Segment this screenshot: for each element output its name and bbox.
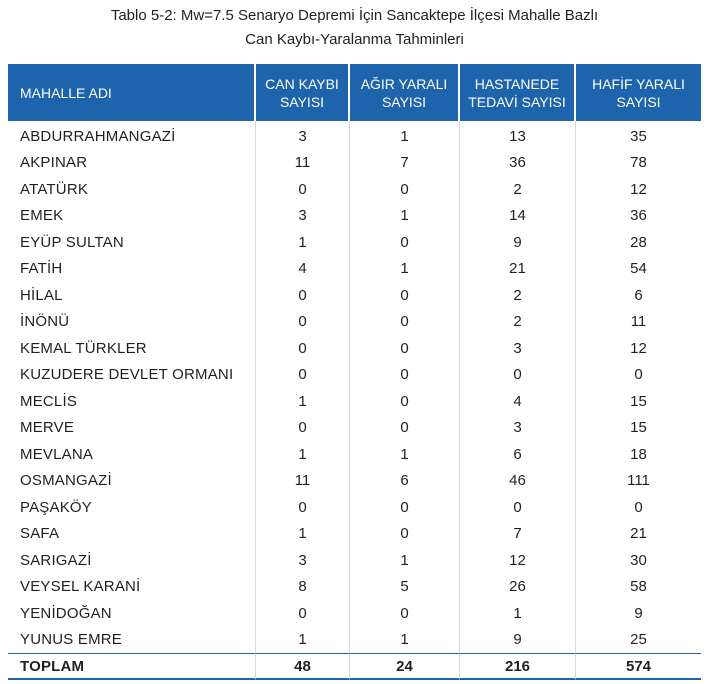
cell-hafif-yarali: 28 bbox=[630, 233, 647, 251]
cell-hafif-yarali: 25 bbox=[630, 631, 647, 649]
cell-hastanede-tedavi: 12 bbox=[460, 547, 576, 574]
cell-can-kaybi: 0 bbox=[256, 362, 350, 389]
table-row bbox=[8, 600, 701, 627]
cell-hafif-yarali: 6 bbox=[634, 286, 643, 304]
cell-mahalle-adi: KEMAL TÜRKLER bbox=[8, 335, 256, 362]
cell-hafif-yarali: 111 bbox=[627, 472, 650, 490]
cell-agir-yarali: 6 bbox=[350, 468, 460, 495]
cell-hafif-yarali: 18 bbox=[630, 445, 647, 463]
cell-hastanede-tedavi: 9 bbox=[460, 627, 576, 654]
total-can-kaybi: 48 bbox=[256, 653, 350, 680]
caption-line-2: Can Kaybı-Yaralanma Tahminleri bbox=[245, 31, 464, 48]
cell-agir-yarali: 0 bbox=[350, 362, 460, 389]
cell-can-kaybi: 11 bbox=[256, 150, 350, 177]
cell-mahalle-adi: MECLİS bbox=[8, 388, 256, 415]
table-header bbox=[8, 64, 701, 121]
total-label: TOPLAM bbox=[8, 653, 256, 680]
cell-hafif-yarali: 12 bbox=[630, 180, 647, 198]
cell-can-kaybi: 1 bbox=[256, 521, 350, 548]
table-row bbox=[8, 121, 701, 150]
cell-can-kaybi: 0 bbox=[256, 415, 350, 442]
table-row bbox=[8, 441, 701, 468]
cell-hastanede-tedavi: 21 bbox=[460, 256, 576, 283]
table-row bbox=[8, 282, 701, 309]
table-row bbox=[8, 521, 701, 548]
cell-hafif-yarali: 58 bbox=[630, 578, 647, 596]
table-row bbox=[8, 574, 701, 601]
table-row bbox=[8, 176, 701, 203]
cell-hafif-yarali: 21 bbox=[630, 525, 647, 543]
cell-mahalle-adi: MEVLANA bbox=[8, 441, 256, 468]
cell-mahalle-adi: KUZUDERE DEVLET ORMANI bbox=[8, 362, 256, 389]
cell-hastanede-tedavi: 7 bbox=[460, 521, 576, 548]
cell-mahalle-adi: OSMANGAZİ bbox=[8, 468, 256, 495]
cell-hastanede-tedavi: 4 bbox=[460, 388, 576, 415]
cell-hastanede-tedavi: 46 bbox=[460, 468, 576, 495]
cell-can-kaybi: 3 bbox=[256, 203, 350, 230]
cell-agir-yarali: 1 bbox=[350, 547, 460, 574]
cell-can-kaybi: 0 bbox=[256, 335, 350, 362]
cell-can-kaybi: 3 bbox=[256, 121, 350, 150]
cell-hastanede-tedavi: 9 bbox=[460, 229, 576, 256]
cell-hafif-yarali: 36 bbox=[630, 207, 647, 225]
cell-agir-yarali: 5 bbox=[350, 574, 460, 601]
table-row bbox=[8, 150, 701, 177]
table-caption bbox=[0, 0, 709, 52]
cell-mahalle-adi: YENİDOĞAN bbox=[8, 600, 256, 627]
cell-can-kaybi: 1 bbox=[256, 388, 350, 415]
cell-can-kaybi: 0 bbox=[256, 282, 350, 309]
cell-can-kaybi: 4 bbox=[256, 256, 350, 283]
cell-hastanede-tedavi: 3 bbox=[460, 335, 576, 362]
table-row bbox=[8, 494, 701, 521]
cell-hastanede-tedavi: 26 bbox=[460, 574, 576, 601]
cell-hafif-yarali: 11 bbox=[630, 313, 647, 331]
cell-hastanede-tedavi: 2 bbox=[460, 176, 576, 203]
cell-agir-yarali: 1 bbox=[350, 256, 460, 283]
cell-hastanede-tedavi: 14 bbox=[460, 203, 576, 230]
cell-hastanede-tedavi: 2 bbox=[460, 309, 576, 336]
cell-hafif-yarali: 15 bbox=[630, 419, 647, 437]
cell-hafif-yarali: 12 bbox=[630, 339, 647, 357]
caption-line-1: Tablo 5-2: Mw=7.5 Senaryo Depremi İçin Sancaktepe İlçesi Mahalle Bazlı bbox=[110, 7, 599, 24]
cell-hastanede-tedavi: 2 bbox=[460, 282, 576, 309]
header-mahalle-adi: MAHALLE ADI bbox=[8, 64, 256, 121]
cell-hafif-yarali: 9 bbox=[634, 604, 643, 622]
cell-agir-yarali: 7 bbox=[350, 150, 460, 177]
cell-mahalle-adi: AKPINAR bbox=[8, 150, 256, 177]
header-hastanede-tedavi: HASTANEDE TEDAVİ SAYISI bbox=[460, 64, 576, 121]
cell-mahalle-adi: MERVE bbox=[8, 415, 256, 442]
cell-agir-yarali: 0 bbox=[350, 494, 460, 521]
cell-can-kaybi: 1 bbox=[256, 627, 350, 654]
cell-can-kaybi: 0 bbox=[256, 309, 350, 336]
table-row bbox=[8, 388, 701, 415]
cell-mahalle-adi: PAŞAKÖY bbox=[8, 494, 256, 521]
header-can-kaybi: CAN KAYBI SAYISI bbox=[256, 64, 350, 121]
cell-mahalle-adi: ABDURRAHMANGAZİ bbox=[8, 121, 256, 150]
table-body bbox=[8, 121, 701, 680]
table-row bbox=[8, 229, 701, 256]
cell-can-kaybi: 11 bbox=[256, 468, 350, 495]
table-row bbox=[8, 362, 701, 389]
cell-hastanede-tedavi: 13 bbox=[460, 121, 576, 150]
cell-mahalle-adi: HİLAL bbox=[8, 282, 256, 309]
cell-can-kaybi: 0 bbox=[256, 494, 350, 521]
cell-hastanede-tedavi: 0 bbox=[460, 494, 576, 521]
cell-hastanede-tedavi: 36 bbox=[460, 150, 576, 177]
table-row bbox=[8, 415, 701, 442]
header-row bbox=[8, 64, 701, 121]
casualty-table bbox=[8, 64, 701, 680]
cell-hafif-yarali: 78 bbox=[630, 154, 647, 172]
cell-agir-yarali: 1 bbox=[350, 627, 460, 654]
cell-agir-yarali: 0 bbox=[350, 176, 460, 203]
cell-agir-yarali: 0 bbox=[350, 229, 460, 256]
cell-hastanede-tedavi: 0 bbox=[460, 362, 576, 389]
cell-can-kaybi: 1 bbox=[256, 441, 350, 468]
cell-hafif-yarali: 30 bbox=[630, 551, 647, 569]
cell-hafif-yarali: 15 bbox=[630, 392, 647, 410]
table-row bbox=[8, 256, 701, 283]
cell-mahalle-adi: SAFA bbox=[8, 521, 256, 548]
cell-hafif-yarali: 54 bbox=[630, 260, 647, 278]
cell-hastanede-tedavi: 1 bbox=[460, 600, 576, 627]
cell-can-kaybi: 0 bbox=[256, 600, 350, 627]
cell-mahalle-adi: EMEK bbox=[8, 203, 256, 230]
cell-agir-yarali: 0 bbox=[350, 600, 460, 627]
cell-can-kaybi: 1 bbox=[256, 229, 350, 256]
cell-hafif-yarali: 35 bbox=[630, 127, 647, 145]
header-agir-yarali: AĞIR YARALI SAYISI bbox=[350, 64, 460, 121]
cell-mahalle-adi: ATATÜRK bbox=[8, 176, 256, 203]
cell-mahalle-adi: SARIGAZİ bbox=[8, 547, 256, 574]
cell-agir-yarali: 0 bbox=[350, 309, 460, 336]
cell-agir-yarali: 1 bbox=[350, 121, 460, 150]
cell-agir-yarali: 0 bbox=[350, 388, 460, 415]
table-row bbox=[8, 309, 701, 336]
table-row bbox=[8, 335, 701, 362]
table-row bbox=[8, 547, 701, 574]
cell-agir-yarali: 0 bbox=[350, 282, 460, 309]
header-hafif-yarali: HAFİF YARALI SAYISI bbox=[576, 64, 701, 121]
cell-mahalle-adi: VEYSEL KARANİ bbox=[8, 574, 256, 601]
cell-mahalle-adi: İNÖNÜ bbox=[8, 309, 256, 336]
cell-mahalle-adi: FATİH bbox=[8, 256, 256, 283]
table-row bbox=[8, 203, 701, 230]
total-hastanede-tedavi: 216 bbox=[460, 653, 576, 680]
total-agir-yarali: 24 bbox=[350, 653, 460, 680]
cell-agir-yarali: 1 bbox=[350, 441, 460, 468]
cell-can-kaybi: 8 bbox=[256, 574, 350, 601]
cell-hafif-yarali: 0 bbox=[634, 366, 643, 384]
cell-hafif-yarali: 0 bbox=[634, 498, 643, 516]
total-hafif-yarali: 574 bbox=[576, 653, 701, 680]
cell-agir-yarali: 0 bbox=[350, 415, 460, 442]
total-row bbox=[8, 653, 701, 680]
cell-hastanede-tedavi: 6 bbox=[460, 441, 576, 468]
cell-agir-yarali: 1 bbox=[350, 203, 460, 230]
cell-agir-yarali: 0 bbox=[350, 335, 460, 362]
cell-can-kaybi: 3 bbox=[256, 547, 350, 574]
table-row bbox=[8, 468, 701, 495]
cell-mahalle-adi: YUNUS EMRE bbox=[8, 627, 256, 654]
cell-hastanede-tedavi: 3 bbox=[460, 415, 576, 442]
cell-mahalle-adi: EYÜP SULTAN bbox=[8, 229, 256, 256]
table-row bbox=[8, 627, 701, 654]
cell-agir-yarali: 0 bbox=[350, 521, 460, 548]
cell-can-kaybi: 0 bbox=[256, 176, 350, 203]
